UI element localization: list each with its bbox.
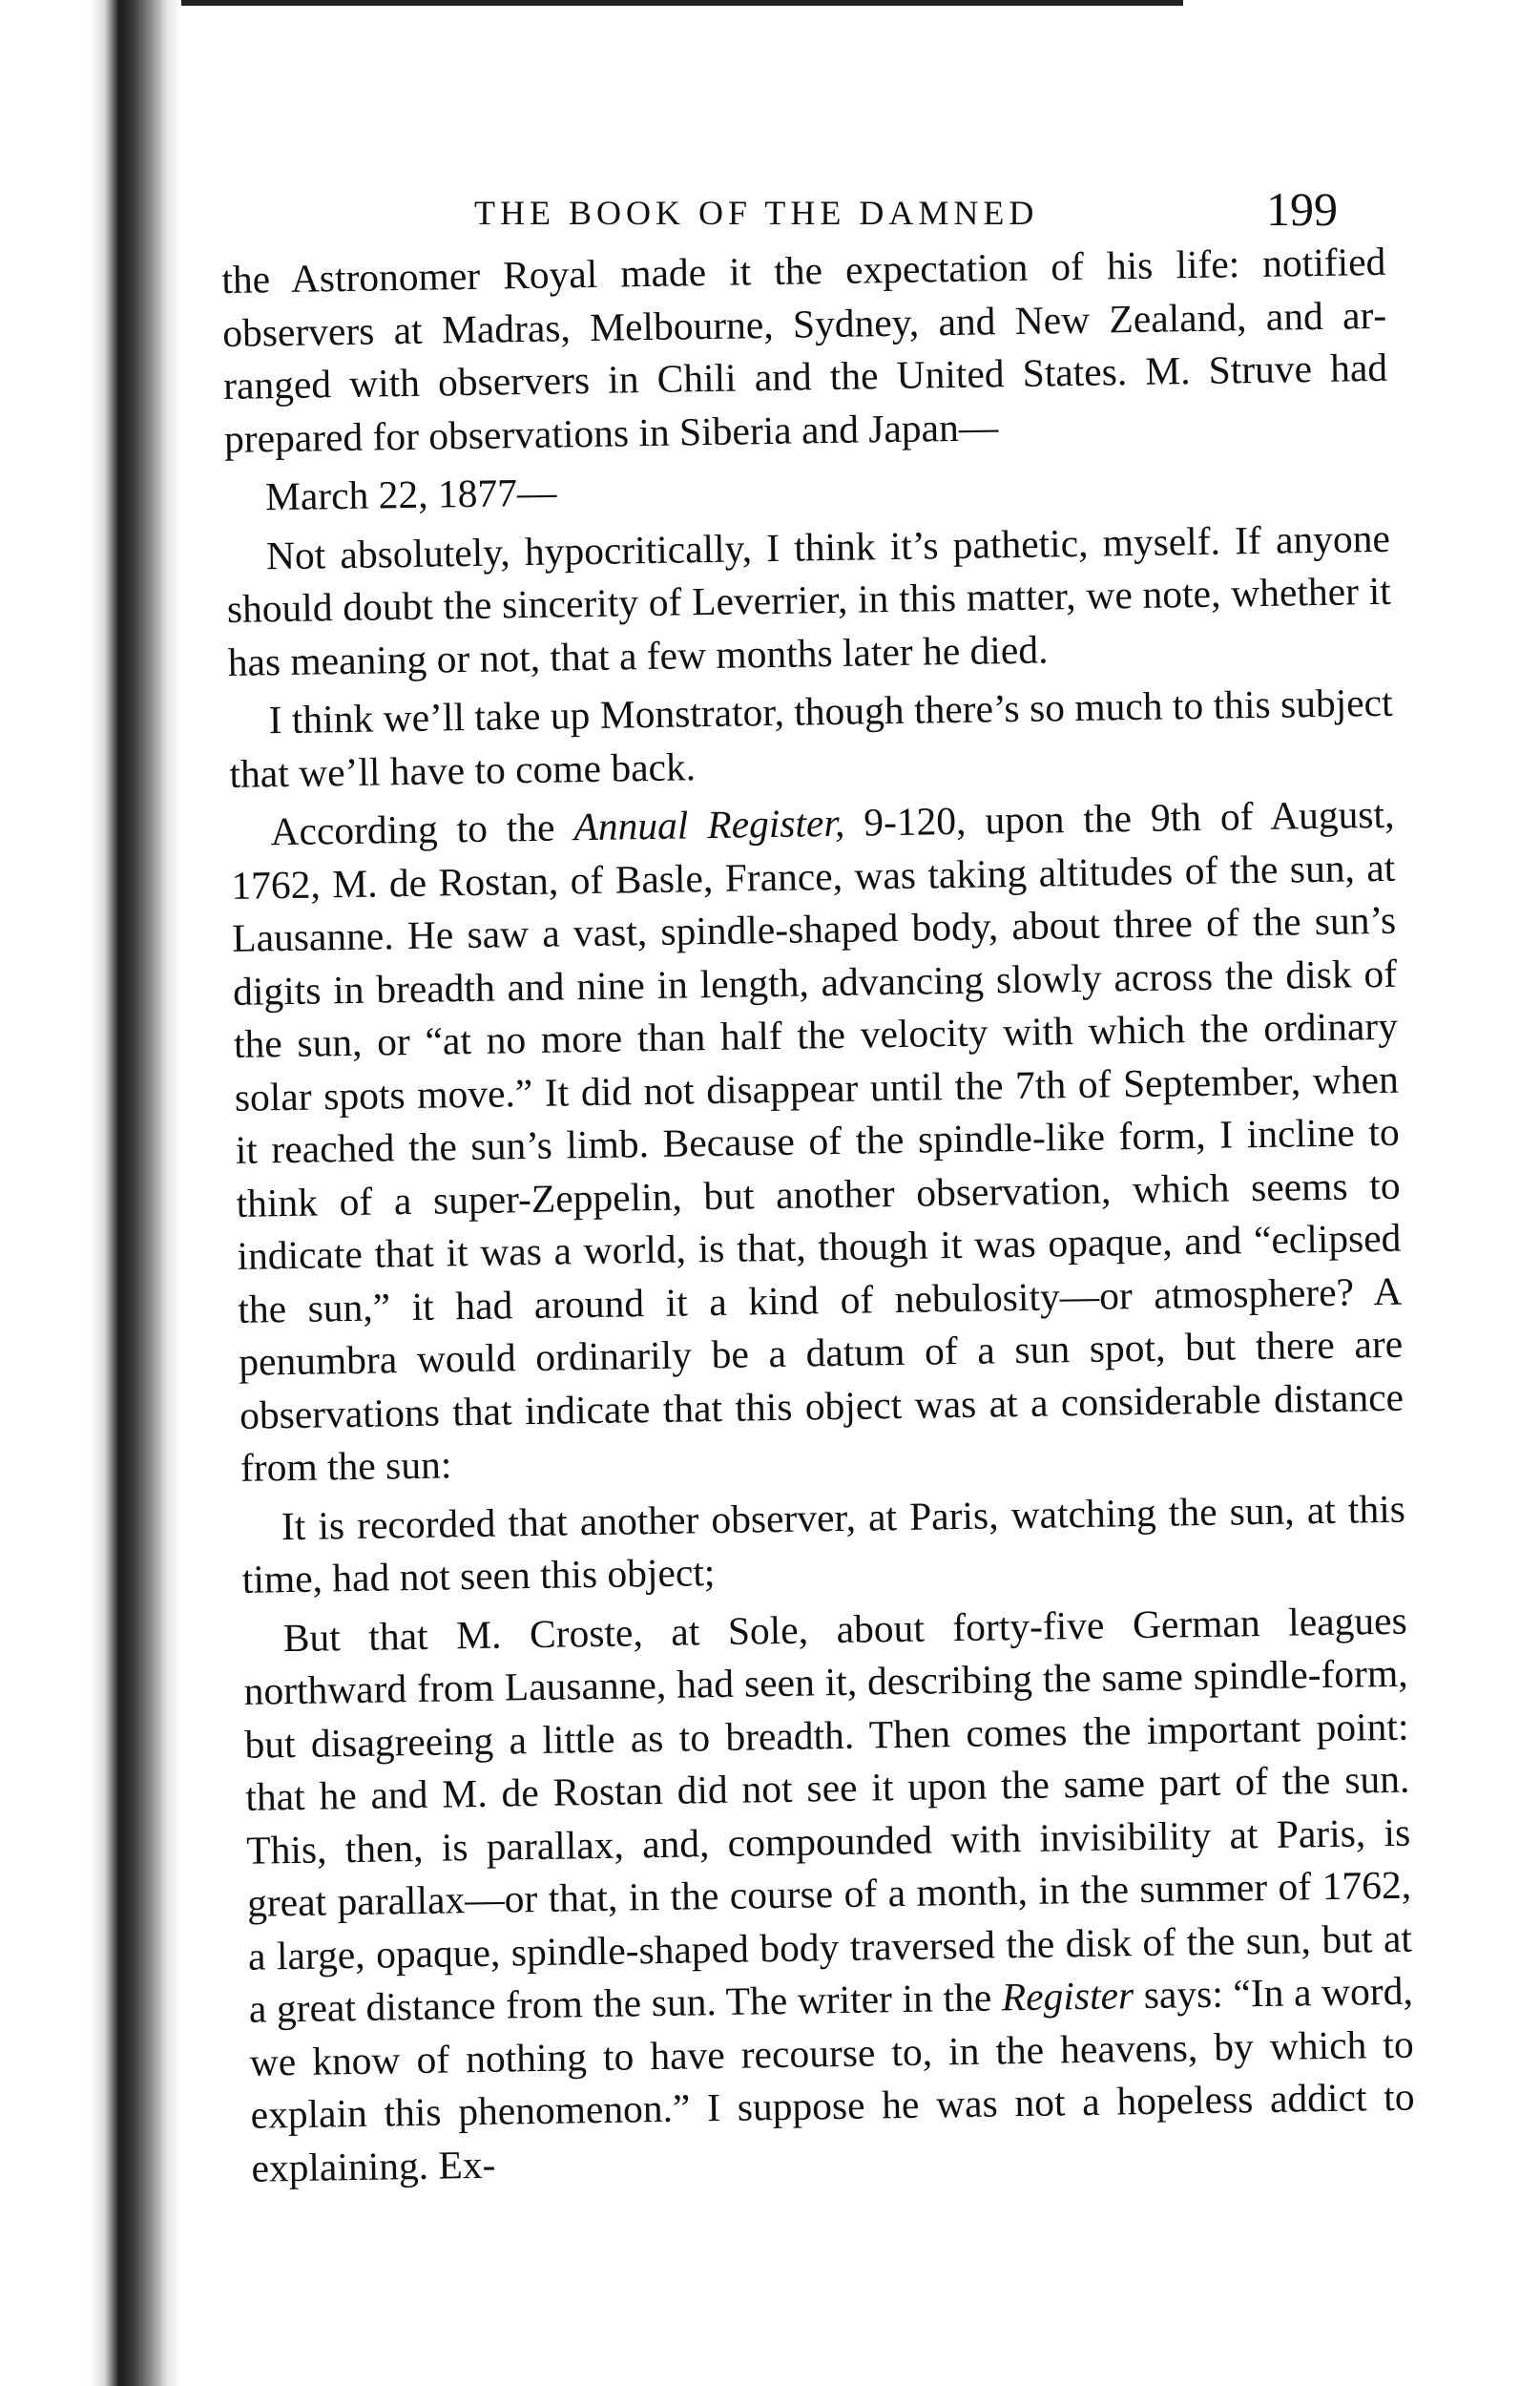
text-run: says: “In a word, we know of nothing to have recourse to, in the heavens, by which to explain this phenomenon.” I suppose he was not a hopeless addict to explaining. Ex- xyxy=(249,1968,1415,2190)
text-run: Not absolutely, hypocritically, I think it’s pathetic, myself. If anyone should doubt the sincerity of Leverrier, in this matter, we note, whether it has meaning or not, that a few months later he died. xyxy=(226,515,1392,684)
text-run: According to the xyxy=(270,805,574,854)
paragraph xyxy=(241,1482,1407,1606)
page-top-edge xyxy=(134,0,1183,6)
text-run: 9-120, upon the 9th of August, 1762, M. de Rostan, of Basle, France, was taking altitudes of the sun, at Lausanne. He saw a vast, spindle-shaped body, about three of the sun’s digits in breadth and nine in length, advancing slowly across the disk of the sun, or “at no more than half the velocity with which the ordinary solar spots move.” It did not disappear until the 7th of September, when it reached the sun’s limb. Because of the spindle-like form, I incline to think of a super-Zeppelin, but another observation, which seems to indicate that it was a world, is that, though it was opaque, and “eclipsed the sun,” it had around it a kind of nebulosity—or atmosphere? A penumbra would ordinarily be a datum of a sun spot, but there are observations that indicate that this object was at a considerable distance from the sun: xyxy=(231,791,1405,1490)
italic-title: Register xyxy=(1001,1973,1134,2020)
book-page xyxy=(221,181,1415,2201)
text-run: I think we’ll take up Monstrator, though there’s so much to this subject that we’ll have to come back. xyxy=(229,680,1393,796)
paragraph xyxy=(226,512,1392,689)
italic-title: Annual Register, xyxy=(573,800,845,849)
paragraph xyxy=(221,236,1388,466)
binding-gutter-shadow xyxy=(0,0,181,2386)
page-number: 199 xyxy=(1266,182,1338,236)
text-run: March 22, 1877— xyxy=(264,470,557,519)
text-run: But that M. Croste, at Sole, about forty-five German leagues northward from Lausanne, had seen it, describing the same spindle-form, but disagreeing a little as to breadth. Then comes the important point: that he and M. de Rostan did not see it upon the same part of the sun. This, then, is parallax, and, compounded with invisibility at Paris, is great parallax—or that, in the course of a month, in the summer of 1762, a large, opaque, spindle-shaped body traversed the disk of the sun, but at a great distance from the sun. The writer in the xyxy=(243,1598,1413,2031)
text-run: the Astronomer Royal made it the expectation of his life: notified observers at Madras, Melbourne, Sydney, and New Zealand, and arranged with observers in Chili and the United States. M. Struve had prepared for observations in Siberia and Japan— xyxy=(221,239,1388,461)
paragraph xyxy=(230,788,1405,1496)
paragraph xyxy=(228,677,1394,801)
text-run: It is recorded that another observer, at Paris, watching the sun, at this time, had not seen this object; xyxy=(241,1486,1406,1601)
body-text xyxy=(221,236,1416,2195)
paragraph xyxy=(242,1594,1415,2195)
running-title: THE BOOK OF THE DAMNED xyxy=(474,194,1039,232)
